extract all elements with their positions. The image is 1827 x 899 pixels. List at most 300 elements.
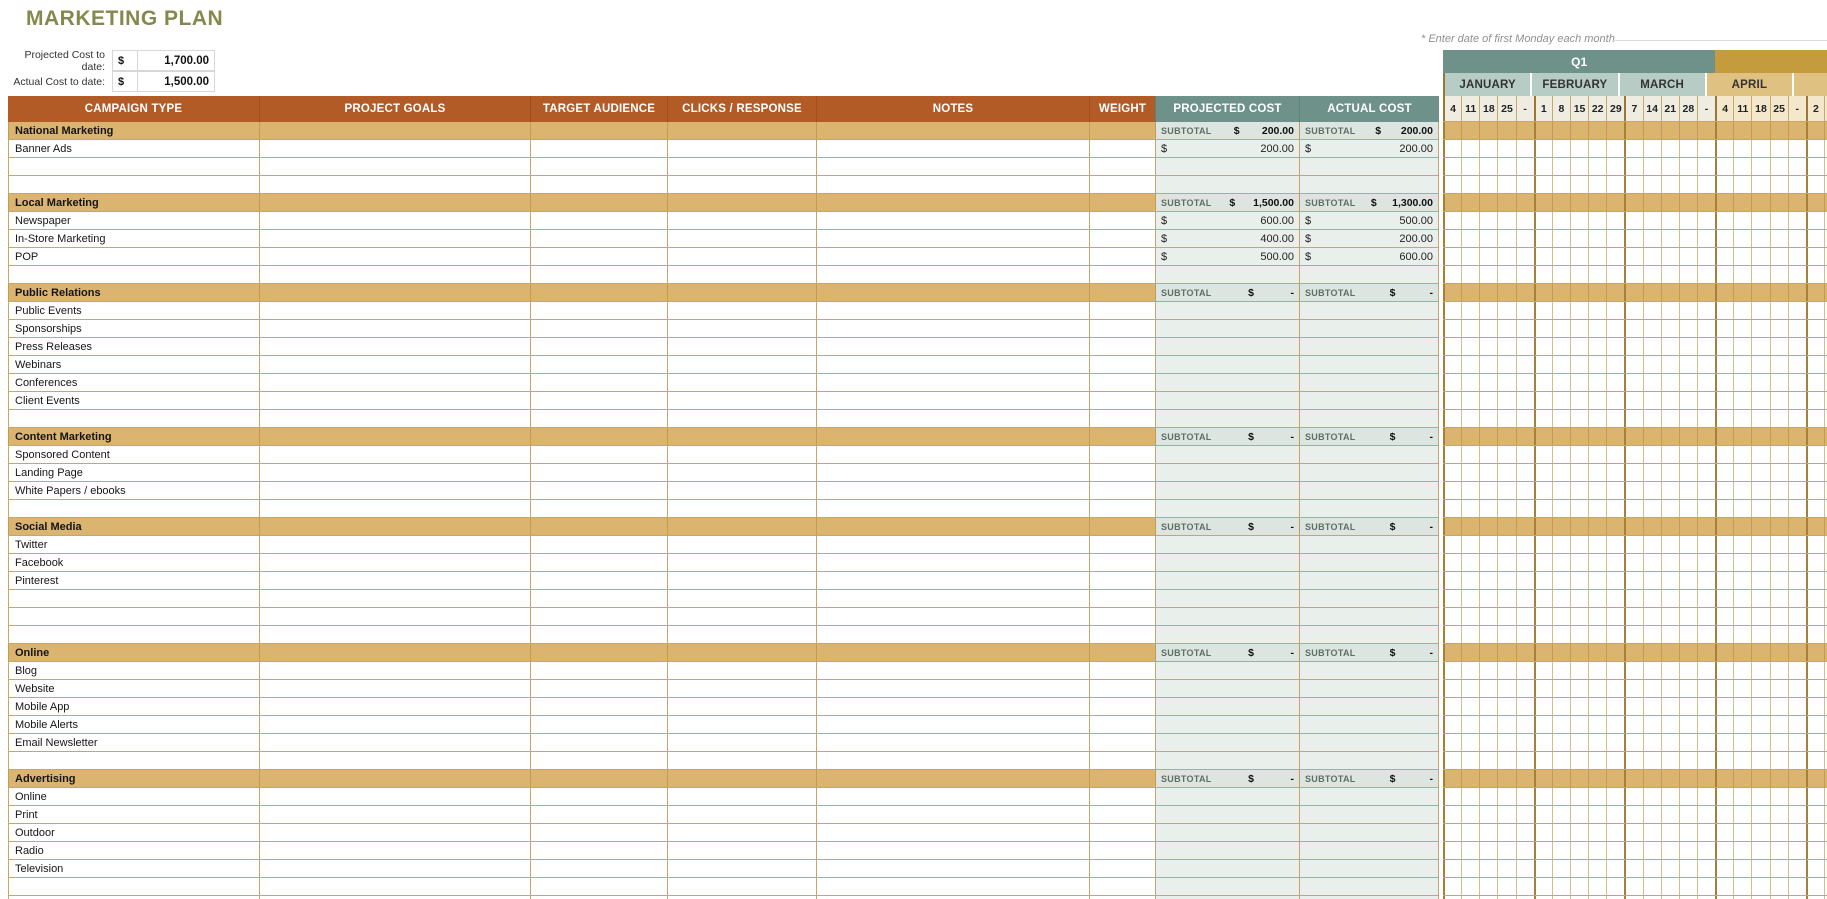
- calendar-cell[interactable]: [1443, 878, 1461, 895]
- calendar-cell[interactable]: [1788, 302, 1806, 319]
- calendar-cell[interactable]: [1479, 194, 1497, 211]
- calendar-cell[interactable]: [1697, 374, 1715, 391]
- calendar-cell[interactable]: [1697, 248, 1715, 265]
- notes-cell[interactable]: [816, 626, 1089, 643]
- clicks-response-cell[interactable]: [667, 176, 816, 193]
- calendar-cell[interactable]: [1588, 536, 1606, 553]
- calendar-cell[interactable]: [1534, 284, 1552, 301]
- target-audience-cell[interactable]: [530, 698, 667, 715]
- calendar-cell[interactable]: [1516, 878, 1534, 895]
- calendar-cell[interactable]: [1697, 590, 1715, 607]
- calendar-cell[interactable]: [1770, 158, 1788, 175]
- calendar-cell[interactable]: [1516, 698, 1534, 715]
- campaign-type-cell[interactable]: POP: [8, 248, 259, 265]
- calendar-cell[interactable]: [1643, 302, 1661, 319]
- calendar-cell[interactable]: [1770, 374, 1788, 391]
- weight-cell[interactable]: [1089, 518, 1155, 535]
- calendar-cell[interactable]: [1788, 770, 1806, 787]
- calendar-cell[interactable]: [1697, 716, 1715, 733]
- calendar-cell[interactable]: [1588, 500, 1606, 517]
- calendar-cell[interactable]: [1516, 248, 1534, 265]
- clicks-response-cell[interactable]: [667, 842, 816, 859]
- calendar-cell[interactable]: [1733, 122, 1751, 139]
- clicks-response-cell[interactable]: [667, 338, 816, 355]
- calendar-cell[interactable]: [1570, 518, 1588, 535]
- projected-cost-cell[interactable]: [1155, 608, 1299, 625]
- weight-cell[interactable]: [1089, 716, 1155, 733]
- projected-cost-cell[interactable]: [1155, 482, 1299, 499]
- calendar-cell[interactable]: [1443, 212, 1461, 229]
- calendar-cell[interactable]: [1588, 644, 1606, 661]
- calendar-cell[interactable]: [1661, 230, 1679, 247]
- notes-cell[interactable]: [816, 788, 1089, 805]
- calendar-cell[interactable]: [1751, 464, 1769, 481]
- calendar-cell[interactable]: [1443, 788, 1461, 805]
- notes-cell[interactable]: [816, 680, 1089, 697]
- calendar-cell[interactable]: [1715, 842, 1733, 859]
- projected-cost-cell[interactable]: [1155, 338, 1299, 355]
- project-goals-cell[interactable]: [259, 176, 530, 193]
- calendar-cell[interactable]: [1588, 158, 1606, 175]
- calendar-cell[interactable]: [1606, 806, 1624, 823]
- calendar-cell[interactable]: [1606, 770, 1624, 787]
- calendar-cell[interactable]: [1570, 698, 1588, 715]
- clicks-response-cell[interactable]: [667, 878, 816, 895]
- calendar-cell[interactable]: [1552, 500, 1570, 517]
- target-audience-cell[interactable]: [530, 788, 667, 805]
- notes-cell[interactable]: [816, 590, 1089, 607]
- calendar-cell[interactable]: [1788, 788, 1806, 805]
- weight-cell[interactable]: [1089, 734, 1155, 751]
- calendar-cell[interactable]: [1443, 230, 1461, 247]
- calendar-cell[interactable]: [1697, 176, 1715, 193]
- calendar-cell[interactable]: [1588, 284, 1606, 301]
- weight-cell[interactable]: [1089, 626, 1155, 643]
- calendar-cell[interactable]: [1751, 734, 1769, 751]
- calendar-cell[interactable]: [1443, 626, 1461, 643]
- calendar-cell[interactable]: [1624, 158, 1642, 175]
- target-audience-cell[interactable]: [530, 356, 667, 373]
- calendar-cell[interactable]: [1479, 770, 1497, 787]
- weight-cell[interactable]: [1089, 320, 1155, 337]
- calendar-cell[interactable]: [1552, 248, 1570, 265]
- project-goals-cell[interactable]: [259, 734, 530, 751]
- calendar-cell[interactable]: [1770, 356, 1788, 373]
- clicks-response-cell[interactable]: [667, 806, 816, 823]
- calendar-cell[interactable]: [1806, 176, 1824, 193]
- calendar-cell[interactable]: [1679, 554, 1697, 571]
- calendar-cell[interactable]: [1751, 554, 1769, 571]
- calendar-cell[interactable]: [1479, 824, 1497, 841]
- clicks-response-cell[interactable]: [667, 698, 816, 715]
- calendar-cell[interactable]: [1479, 320, 1497, 337]
- calendar-cell[interactable]: [1624, 752, 1642, 769]
- calendar-cell[interactable]: [1552, 230, 1570, 247]
- projected-cost-cell[interactable]: [1155, 878, 1299, 895]
- calendar-cell[interactable]: [1588, 788, 1606, 805]
- calendar-cell[interactable]: [1624, 122, 1642, 139]
- calendar-cell[interactable]: [1606, 194, 1624, 211]
- target-audience-cell[interactable]: [530, 248, 667, 265]
- calendar-cell[interactable]: [1643, 644, 1661, 661]
- section-name-cell[interactable]: Public Relations: [8, 284, 259, 301]
- projected-cost-cell[interactable]: [1155, 410, 1299, 427]
- projected-cost-cell[interactable]: [1155, 158, 1299, 175]
- notes-cell[interactable]: [816, 194, 1089, 211]
- calendar-cell[interactable]: [1770, 446, 1788, 463]
- calendar-cell[interactable]: [1770, 518, 1788, 535]
- campaign-type-cell[interactable]: [8, 158, 259, 175]
- project-goals-cell[interactable]: [259, 302, 530, 319]
- calendar-cell[interactable]: [1770, 644, 1788, 661]
- calendar-cell[interactable]: [1461, 734, 1479, 751]
- calendar-cell[interactable]: [1733, 392, 1751, 409]
- calendar-cell[interactable]: [1715, 482, 1733, 499]
- project-goals-cell[interactable]: [259, 770, 530, 787]
- calendar-cell[interactable]: [1751, 302, 1769, 319]
- notes-cell[interactable]: [816, 770, 1089, 787]
- calendar-cell[interactable]: [1643, 716, 1661, 733]
- calendar-cell[interactable]: [1770, 428, 1788, 445]
- calendar-cell[interactable]: [1715, 158, 1733, 175]
- calendar-cell[interactable]: [1679, 428, 1697, 445]
- notes-cell[interactable]: [816, 482, 1089, 499]
- calendar-cell[interactable]: [1534, 356, 1552, 373]
- calendar-cell[interactable]: [1643, 770, 1661, 787]
- calendar-cell[interactable]: [1643, 356, 1661, 373]
- calendar-cell[interactable]: [1715, 572, 1733, 589]
- clicks-response-cell[interactable]: [667, 572, 816, 589]
- project-goals-cell[interactable]: [259, 590, 530, 607]
- calendar-cell[interactable]: [1606, 572, 1624, 589]
- notes-cell[interactable]: [816, 860, 1089, 877]
- calendar-cell[interactable]: [1697, 536, 1715, 553]
- calendar-cell[interactable]: [1497, 644, 1515, 661]
- calendar-cell[interactable]: [1606, 212, 1624, 229]
- calendar-cell[interactable]: [1570, 356, 1588, 373]
- calendar-cell[interactable]: [1751, 644, 1769, 661]
- weight-cell[interactable]: [1089, 878, 1155, 895]
- project-goals-cell[interactable]: [259, 500, 530, 517]
- calendar-cell[interactable]: [1461, 662, 1479, 679]
- calendar-cell[interactable]: [1806, 392, 1824, 409]
- calendar-cell[interactable]: [1552, 176, 1570, 193]
- calendar-cell[interactable]: [1443, 500, 1461, 517]
- calendar-cell[interactable]: [1715, 176, 1733, 193]
- section-name-cell[interactable]: Content Marketing: [8, 428, 259, 445]
- target-audience-cell[interactable]: [530, 158, 667, 175]
- calendar-cell[interactable]: [1679, 518, 1697, 535]
- calendar-cell[interactable]: [1461, 230, 1479, 247]
- projected-cost-cell[interactable]: [1155, 626, 1299, 643]
- calendar-cell[interactable]: [1534, 698, 1552, 715]
- calendar-cell[interactable]: [1606, 680, 1624, 697]
- weight-cell[interactable]: [1089, 788, 1155, 805]
- campaign-type-cell[interactable]: Banner Ads: [8, 140, 259, 157]
- target-audience-cell[interactable]: [530, 536, 667, 553]
- calendar-cell[interactable]: [1715, 788, 1733, 805]
- calendar-cell[interactable]: [1643, 608, 1661, 625]
- calendar-cell[interactable]: [1606, 482, 1624, 499]
- campaign-type-cell[interactable]: Radio: [8, 842, 259, 859]
- actual-cost-cell[interactable]: [1299, 734, 1439, 751]
- actual-cost-cell[interactable]: [1299, 356, 1439, 373]
- calendar-cell[interactable]: [1806, 356, 1824, 373]
- projected-currency-cell[interactable]: $: [112, 50, 137, 71]
- calendar-cell[interactable]: [1679, 734, 1697, 751]
- calendar-cell[interactable]: [1606, 266, 1624, 283]
- campaign-type-cell[interactable]: [8, 500, 259, 517]
- calendar-cell[interactable]: [1715, 428, 1733, 445]
- calendar-cell[interactable]: [1588, 122, 1606, 139]
- projected-cost-cell[interactable]: [1155, 500, 1299, 517]
- calendar-cell[interactable]: [1733, 662, 1751, 679]
- calendar-cell[interactable]: [1479, 464, 1497, 481]
- calendar-cell[interactable]: [1516, 806, 1534, 823]
- calendar-cell[interactable]: [1770, 806, 1788, 823]
- calendar-cell[interactable]: [1697, 158, 1715, 175]
- calendar-cell[interactable]: [1733, 680, 1751, 697]
- calendar-cell[interactable]: [1497, 338, 1515, 355]
- calendar-cell[interactable]: [1643, 518, 1661, 535]
- calendar-cell[interactable]: [1770, 860, 1788, 877]
- calendar-cell[interactable]: [1679, 194, 1697, 211]
- calendar-cell[interactable]: [1733, 212, 1751, 229]
- clicks-response-cell[interactable]: [667, 428, 816, 445]
- calendar-cell[interactable]: [1733, 320, 1751, 337]
- calendar-cell[interactable]: [1697, 806, 1715, 823]
- calendar-cell[interactable]: [1497, 428, 1515, 445]
- calendar-cell[interactable]: [1661, 626, 1679, 643]
- project-goals-cell[interactable]: [259, 626, 530, 643]
- calendar-cell[interactable]: [1643, 428, 1661, 445]
- target-audience-cell[interactable]: [530, 824, 667, 841]
- calendar-cell[interactable]: [1643, 140, 1661, 157]
- calendar-cell[interactable]: [1534, 590, 1552, 607]
- calendar-cell[interactable]: [1733, 482, 1751, 499]
- calendar-cell[interactable]: [1461, 626, 1479, 643]
- target-audience-cell[interactable]: [530, 392, 667, 409]
- calendar-cell[interactable]: [1534, 644, 1552, 661]
- notes-cell[interactable]: [816, 464, 1089, 481]
- calendar-cell[interactable]: [1461, 500, 1479, 517]
- calendar-cell[interactable]: [1733, 500, 1751, 517]
- notes-cell[interactable]: [816, 428, 1089, 445]
- notes-cell[interactable]: [816, 500, 1089, 517]
- calendar-cell[interactable]: [1479, 680, 1497, 697]
- calendar-cell[interactable]: [1516, 644, 1534, 661]
- calendar-cell[interactable]: [1788, 338, 1806, 355]
- calendar-cell[interactable]: [1570, 158, 1588, 175]
- calendar-cell[interactable]: [1570, 194, 1588, 211]
- calendar-cell[interactable]: [1661, 248, 1679, 265]
- calendar-cell[interactable]: [1534, 482, 1552, 499]
- project-goals-cell[interactable]: [259, 860, 530, 877]
- project-goals-cell[interactable]: [259, 248, 530, 265]
- calendar-cell[interactable]: [1806, 428, 1824, 445]
- calendar-cell[interactable]: [1588, 212, 1606, 229]
- calendar-cell[interactable]: [1733, 806, 1751, 823]
- calendar-cell[interactable]: [1479, 230, 1497, 247]
- calendar-cell[interactable]: [1443, 590, 1461, 607]
- actual-cost-cell[interactable]: [1299, 500, 1439, 517]
- calendar-cell[interactable]: [1715, 860, 1733, 877]
- notes-cell[interactable]: [816, 824, 1089, 841]
- calendar-cell[interactable]: [1497, 410, 1515, 427]
- calendar-cell[interactable]: [1788, 680, 1806, 697]
- calendar-cell[interactable]: [1751, 770, 1769, 787]
- calendar-cell[interactable]: [1588, 320, 1606, 337]
- calendar-cell[interactable]: [1661, 356, 1679, 373]
- calendar-cell[interactable]: [1443, 464, 1461, 481]
- calendar-cell[interactable]: [1443, 338, 1461, 355]
- calendar-cell[interactable]: [1788, 392, 1806, 409]
- calendar-cell[interactable]: [1497, 734, 1515, 751]
- calendar-cell[interactable]: [1679, 644, 1697, 661]
- calendar-cell[interactable]: [1461, 878, 1479, 895]
- calendar-cell[interactable]: [1733, 536, 1751, 553]
- notes-cell[interactable]: [816, 662, 1089, 679]
- weight-cell[interactable]: [1089, 284, 1155, 301]
- calendar-cell[interactable]: [1552, 662, 1570, 679]
- clicks-response-cell[interactable]: [667, 788, 816, 805]
- calendar-cell[interactable]: [1534, 428, 1552, 445]
- calendar-cell[interactable]: [1479, 842, 1497, 859]
- clicks-response-cell[interactable]: [667, 518, 816, 535]
- calendar-cell[interactable]: [1751, 518, 1769, 535]
- calendar-cell[interactable]: [1643, 698, 1661, 715]
- project-goals-cell[interactable]: [259, 608, 530, 625]
- target-audience-cell[interactable]: [530, 806, 667, 823]
- notes-cell[interactable]: [816, 176, 1089, 193]
- notes-cell[interactable]: [816, 338, 1089, 355]
- project-goals-cell[interactable]: [259, 518, 530, 535]
- calendar-cell[interactable]: [1679, 626, 1697, 643]
- calendar-cell[interactable]: [1570, 824, 1588, 841]
- calendar-cell[interactable]: [1751, 212, 1769, 229]
- calendar-cell[interactable]: [1624, 248, 1642, 265]
- calendar-cell[interactable]: [1624, 230, 1642, 247]
- campaign-type-cell[interactable]: Television: [8, 860, 259, 877]
- calendar-cell[interactable]: [1751, 122, 1769, 139]
- calendar-cell[interactable]: [1770, 266, 1788, 283]
- calendar-cell[interactable]: [1588, 590, 1606, 607]
- calendar-cell[interactable]: [1715, 266, 1733, 283]
- calendar-cell[interactable]: [1733, 230, 1751, 247]
- calendar-cell[interactable]: [1806, 608, 1824, 625]
- calendar-cell[interactable]: [1697, 752, 1715, 769]
- actual-cost-cell[interactable]: [1299, 302, 1439, 319]
- calendar-cell[interactable]: [1679, 590, 1697, 607]
- calendar-cell[interactable]: [1516, 338, 1534, 355]
- clicks-response-cell[interactable]: [667, 248, 816, 265]
- calendar-cell[interactable]: [1534, 230, 1552, 247]
- section-name-cell[interactable]: Online: [8, 644, 259, 661]
- actual-cost-cell[interactable]: [1299, 806, 1439, 823]
- weight-cell[interactable]: [1089, 140, 1155, 157]
- calendar-cell[interactable]: [1643, 824, 1661, 841]
- calendar-cell[interactable]: [1679, 284, 1697, 301]
- campaign-type-cell[interactable]: Public Events: [8, 302, 259, 319]
- calendar-cell[interactable]: [1788, 824, 1806, 841]
- calendar-cell[interactable]: [1788, 842, 1806, 859]
- notes-cell[interactable]: [816, 410, 1089, 427]
- calendar-cell[interactable]: [1733, 518, 1751, 535]
- calendar-cell[interactable]: [1497, 626, 1515, 643]
- calendar-cell[interactable]: [1606, 176, 1624, 193]
- target-audience-cell[interactable]: [530, 860, 667, 877]
- calendar-cell[interactable]: [1788, 608, 1806, 625]
- calendar-cell[interactable]: [1552, 392, 1570, 409]
- calendar-cell[interactable]: [1715, 626, 1733, 643]
- calendar-cell[interactable]: [1534, 752, 1552, 769]
- projected-cost-cell[interactable]: [1155, 770, 1299, 787]
- project-goals-cell[interactable]: [259, 392, 530, 409]
- calendar-cell[interactable]: [1461, 716, 1479, 733]
- weight-cell[interactable]: [1089, 752, 1155, 769]
- calendar-cell[interactable]: [1788, 230, 1806, 247]
- calendar-cell[interactable]: [1570, 662, 1588, 679]
- weight-cell[interactable]: [1089, 158, 1155, 175]
- calendar-cell[interactable]: [1479, 626, 1497, 643]
- calendar-cell[interactable]: [1733, 752, 1751, 769]
- calendar-cell[interactable]: [1552, 410, 1570, 427]
- calendar-cell[interactable]: [1788, 374, 1806, 391]
- actual-cost-cell[interactable]: [1299, 626, 1439, 643]
- calendar-cell[interactable]: [1751, 248, 1769, 265]
- projected-cost-cell[interactable]: [1155, 590, 1299, 607]
- calendar-cell[interactable]: [1643, 842, 1661, 859]
- actual-cost-cell[interactable]: [1299, 518, 1439, 535]
- calendar-cell[interactable]: [1497, 140, 1515, 157]
- calendar-cell[interactable]: [1624, 824, 1642, 841]
- calendar-cell[interactable]: [1661, 392, 1679, 409]
- calendar-cell[interactable]: [1461, 644, 1479, 661]
- calendar-cell[interactable]: [1697, 554, 1715, 571]
- calendar-cell[interactable]: [1552, 752, 1570, 769]
- calendar-cell[interactable]: [1715, 518, 1733, 535]
- calendar-cell[interactable]: [1715, 644, 1733, 661]
- calendar-cell[interactable]: [1479, 572, 1497, 589]
- calendar-cell[interactable]: [1751, 230, 1769, 247]
- actual-cost-cell[interactable]: [1299, 644, 1439, 661]
- actual-currency-cell[interactable]: $: [112, 71, 137, 92]
- calendar-cell[interactable]: [1479, 428, 1497, 445]
- calendar-cell[interactable]: [1516, 284, 1534, 301]
- calendar-cell[interactable]: [1552, 140, 1570, 157]
- calendar-cell[interactable]: [1770, 410, 1788, 427]
- campaign-type-cell[interactable]: Outdoor: [8, 824, 259, 841]
- calendar-cell[interactable]: [1516, 482, 1534, 499]
- calendar-cell[interactable]: [1770, 878, 1788, 895]
- calendar-cell[interactable]: [1461, 482, 1479, 499]
- calendar-cell[interactable]: [1751, 428, 1769, 445]
- calendar-cell[interactable]: [1624, 266, 1642, 283]
- campaign-type-cell[interactable]: White Papers / ebooks: [8, 482, 259, 499]
- weight-cell[interactable]: [1089, 356, 1155, 373]
- calendar-cell[interactable]: [1461, 176, 1479, 193]
- calendar-cell[interactable]: [1534, 464, 1552, 481]
- calendar-cell[interactable]: [1806, 410, 1824, 427]
- campaign-type-cell[interactable]: [8, 626, 259, 643]
- actual-cost-cell[interactable]: [1299, 716, 1439, 733]
- calendar-cell[interactable]: [1588, 302, 1606, 319]
- project-goals-cell[interactable]: [259, 122, 530, 139]
- target-audience-cell[interactable]: [530, 626, 667, 643]
- calendar-cell[interactable]: [1679, 410, 1697, 427]
- calendar-cell[interactable]: [1606, 248, 1624, 265]
- calendar-cell[interactable]: [1461, 608, 1479, 625]
